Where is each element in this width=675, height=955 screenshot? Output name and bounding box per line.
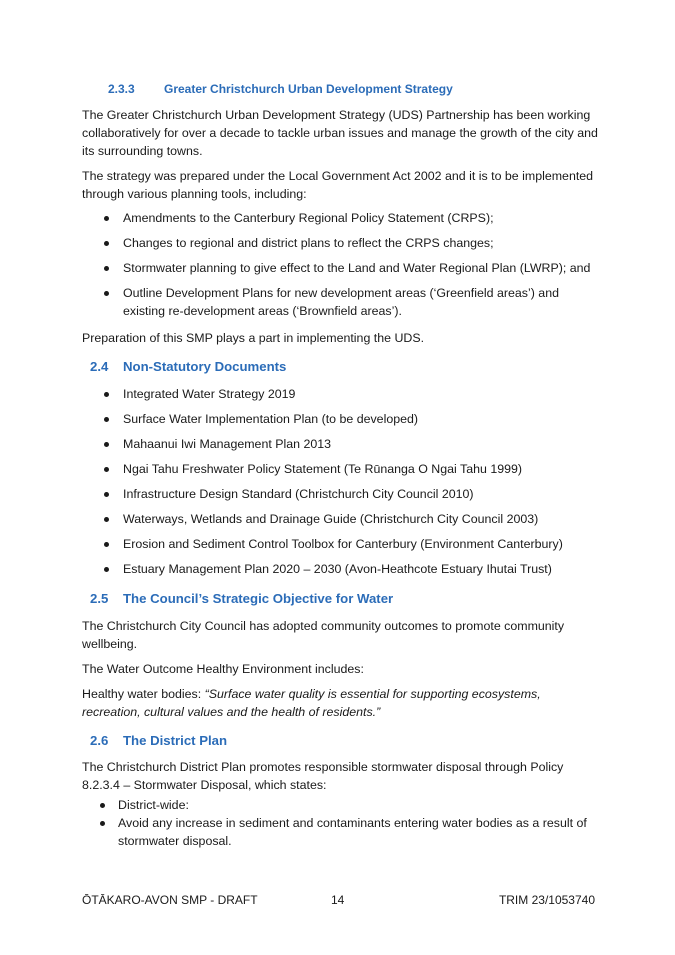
list-item: Stormwater planning to give effect to the Land and Water Regional Plan (LWRP); and	[0, 259, 675, 277]
community-outcomes-paragraph: The Christchurch City Council has adopted community outcomes to promote community wellbeing.	[82, 619, 565, 651]
list-item: Erosion and Sediment Control Toolbox for Canterbury (Environment Canterbury)	[0, 535, 675, 553]
district-plan-paragraph: The Christchurch District Plan promotes responsible stormwater disposal through Policy 8.2.3.4 – Stormwater Disposal, which states:	[82, 760, 564, 792]
section-2-3-3-heading	[108, 82, 453, 96]
list-item: Ngai Tahu Freshwater Policy Statement (Te Rūnanga O Ngai Tahu 1999)	[0, 460, 675, 478]
section-number: 2.5	[90, 591, 109, 606]
section-2-4-heading	[90, 359, 286, 374]
smp-uds-paragraph: Preparation of this SMP plays a part in implementing the UDS.	[82, 331, 425, 345]
bullet-icon	[104, 417, 109, 422]
bullet-icon	[104, 492, 109, 497]
bullet-icon	[104, 241, 109, 246]
section-2-5-heading	[90, 591, 393, 606]
water-outcome-paragraph: The Water Outcome Healthy Environment includes:	[82, 662, 364, 676]
section-number: 2.3.3	[108, 82, 135, 96]
list-item: Estuary Management Plan 2020 – 2030 (Avon-Heathcote Estuary Ihutai Trust)	[0, 560, 675, 578]
section-title: Greater Christchurch Urban Development Strategy	[164, 82, 453, 96]
section-number: 2.4	[90, 359, 109, 374]
uds-strategy-paragraph: The strategy was prepared under the Local Government Act 2002 and it is to be implemented through various planning tools, including:	[82, 169, 594, 201]
bullet-icon	[104, 517, 109, 522]
list-item: Outline Development Plans for new development areas (‘Greenfield areas’) and existing re-development areas (‘Brownfield areas’).	[0, 284, 675, 320]
bullet-icon	[104, 442, 109, 447]
bullet-icon	[104, 567, 109, 572]
list-item: Integrated Water Strategy 2019	[0, 385, 675, 403]
uds-tools-list	[0, 209, 675, 320]
footer-page-number: 14	[331, 893, 345, 907]
bullet-icon	[104, 266, 109, 271]
list-item: Amendments to the Canterbury Regional Policy Statement (CRPS);	[0, 209, 675, 227]
list-item: Waterways, Wetlands and Drainage Guide (Christchurch City Council 2003)	[0, 510, 675, 528]
footer-document-title: ŌTĀKARO-AVON SMP - DRAFT	[82, 893, 258, 907]
district-plan-policy-list	[0, 796, 675, 850]
healthy-water-bodies-paragraph	[82, 685, 602, 721]
list-item: Changes to regional and district plans to reflect the CRPS changes;	[0, 234, 675, 252]
bullet-icon	[104, 542, 109, 547]
uds-intro-paragraph: The Greater Christchurch Urban Development Strategy (UDS) Partnership has been working collaboratively for over a decade to tackle urban issues and manage the growth of the city and its surrounding towns.	[82, 108, 598, 158]
section-title: The Council’s Strategic Objective for Water	[123, 591, 394, 606]
section-2-6-heading	[90, 733, 227, 748]
bullet-icon	[100, 821, 105, 826]
list-item: Mahaanui Iwi Management Plan 2013	[0, 435, 675, 453]
section-title: The District Plan	[123, 733, 228, 748]
bullet-icon	[104, 291, 109, 296]
non-statutory-documents-list	[0, 385, 675, 578]
list-item: Surface Water Implementation Plan (to be developed)	[0, 410, 675, 428]
bullet-icon	[104, 467, 109, 472]
bullet-icon	[100, 803, 105, 808]
bullet-icon	[104, 216, 109, 221]
healthy-water-lead: Healthy water bodies:	[82, 687, 205, 701]
bullet-icon	[104, 392, 109, 397]
section-number: 2.6	[90, 733, 109, 748]
list-item: Avoid any increase in sediment and contaminants entering water bodies as a result of stormwater disposal.	[0, 814, 675, 850]
section-title: Non-Statutory Documents	[123, 359, 287, 374]
list-item: District-wide:	[0, 796, 675, 814]
healthy-water-quote: “Surface water quality is essential for supporting ecosystems, recreation, cultural values and the health of residents.”	[82, 687, 541, 719]
list-item: Infrastructure Design Standard (Christchurch City Council 2010)	[0, 485, 675, 503]
footer-trim-reference: TRIM 23/1053740	[498, 893, 595, 907]
